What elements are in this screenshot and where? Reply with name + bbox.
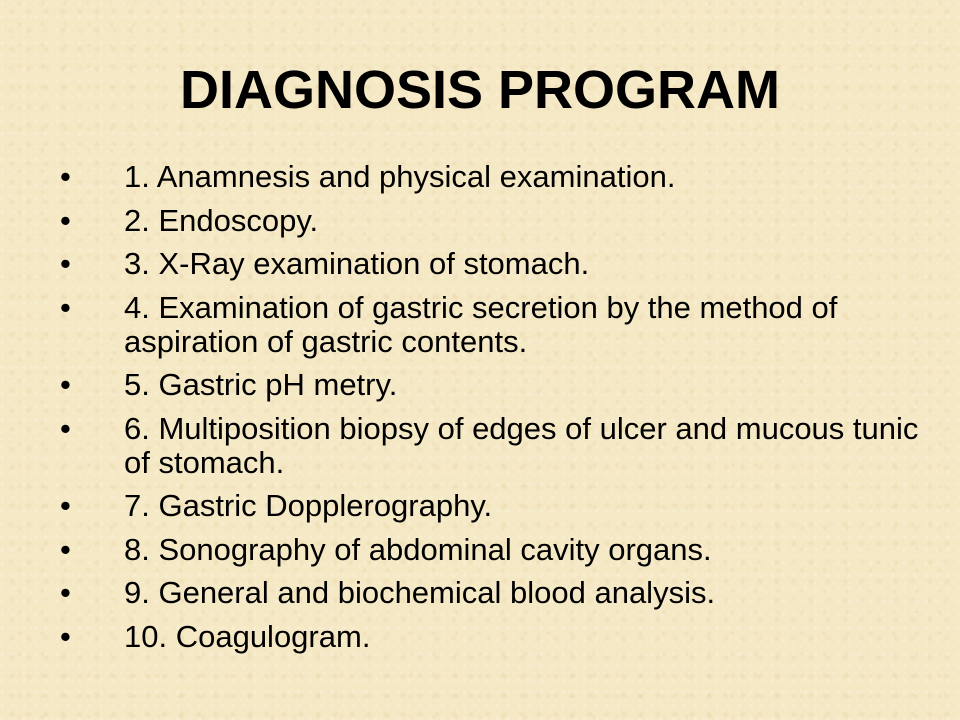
list-item-text: 4. Examination of gastric secretion by the method of aspiration of gastric contents. [124,289,838,359]
list-item [60,204,940,238]
list-item-text: 2. Endoscopy. [124,202,319,238]
bullet-icon: • [60,488,71,523]
bullet-icon: • [60,159,71,194]
bullet-icon: • [60,367,71,402]
list-item-text: 8. Sonography of abdominal cavity organs. [124,531,712,567]
list-item-text: 10. Coagulogram. [124,618,371,654]
list-item-text: 6. Multiposition biopsy of edges of ulcer and mucous tunic of stomach. [124,410,919,480]
bullet-icon: • [60,575,71,610]
list-item [60,160,940,194]
list-item [60,291,940,359]
bullet-list [60,160,940,663]
list-item-text: 5. Gastric pH metry. [124,367,398,402]
list-item-text: 7. Gastric Dopplerography. [124,488,493,523]
bullet-icon: • [60,618,71,654]
list-item [60,533,940,567]
list-item-text: 3. X-Ray examination of stomach. [124,246,590,281]
list-item [60,412,940,480]
list-item [60,247,940,281]
list-item [60,620,940,654]
bullet-icon: • [60,531,71,567]
bullet-icon: • [60,246,71,281]
bullet-icon: • [60,289,71,325]
list-item-text: 1. Anamnesis and physical examination. [124,159,676,194]
bullet-icon: • [60,202,71,238]
list-item [60,489,940,523]
list-item [60,576,940,610]
list-item-text: 9. General and biochemical blood analysis. [124,575,716,610]
list-item [60,368,940,402]
bullet-icon: • [60,410,71,446]
slide-title: DIAGNOSIS PROGRAM [179,60,781,120]
